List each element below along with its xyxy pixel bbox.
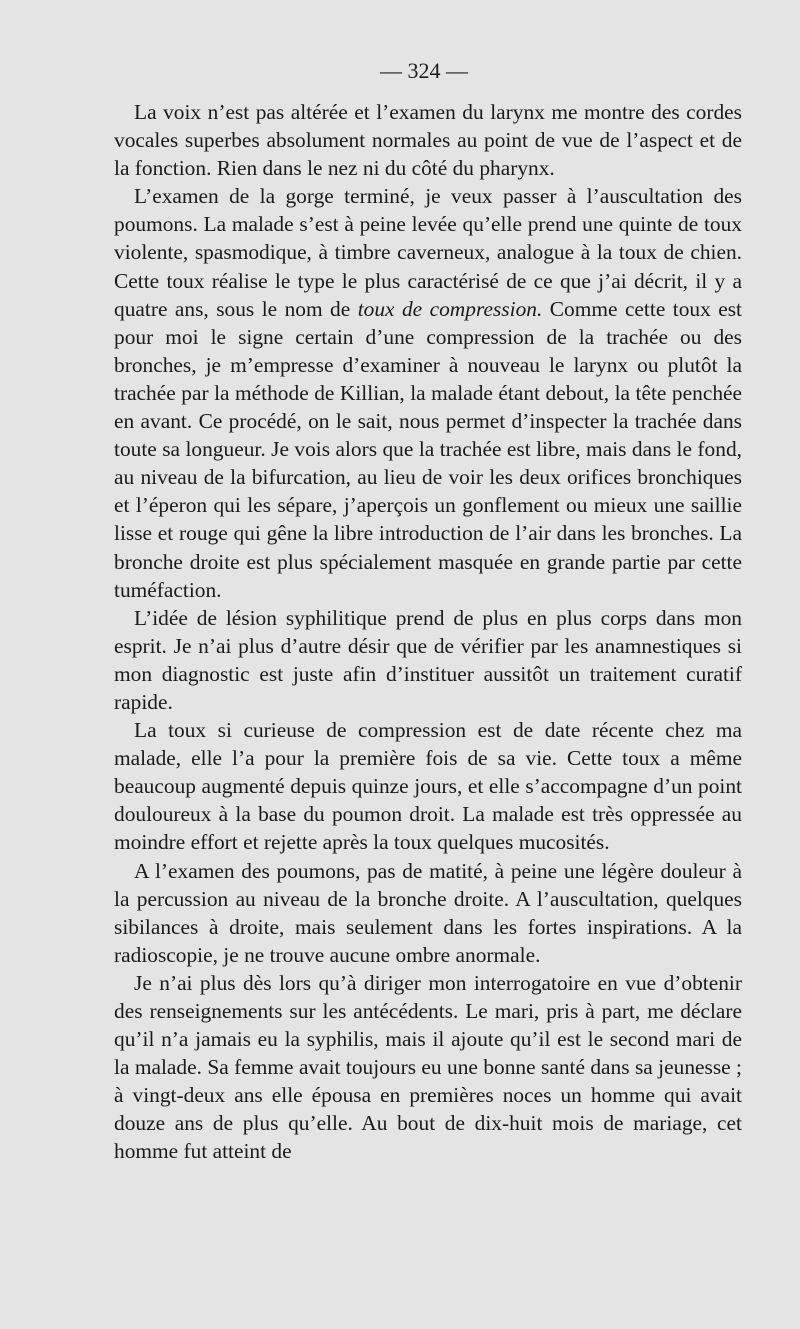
page-number: — 324 — (380, 58, 468, 83)
paragraph-3: L’idée de lésion syphilitique prend de plus en plus corps dans mon esprit. Je n’ai plus d’autre désir que de vérifier par les anamnestiques si mon diagnostic est juste afin d’instituer aussitôt un traitement curatif rapide. (114, 605, 742, 714)
body-text (114, 98, 742, 1166)
paragraph-1: La voix n’est pas altérée et l’examen du larynx me montre des cordes vocales superbes absolument normales au point de vue de l’aspect et de la fonction. Rien dans le nez ni du côté du pharynx. (114, 100, 742, 181)
paragraph-2-italic-term: toux de compression. (357, 296, 543, 321)
paragraph-5: A l’examen des poumons, pas de matité, à peine une légère douleur à la percussion au niveau de la bronche droite. A l’auscultation, quelques sibilances à droite, mais seulement dans les fortes inspirations. A la radioscopie, je ne trouve aucune ombre anormale. (114, 858, 742, 967)
paragraph-4: La toux si curieuse de compression est de date récente chez ma malade, elle l’a pour la première fois de sa vie. Cette toux a même beaucoup augmenté depuis quinze jours, et elle s’accompagne d’un point douloureux à la base du poumon droit. La malade est très oppressée au moindre effort et rejette après la toux quelques mucosités. (114, 718, 742, 855)
paragraph-2-text-start: L’examen de la gorge terminé, je veux passer à l’auscultation des poumons. La malade s’est à peine levée qu’elle prend une quinte de toux violente, spasmodique, à timbre caverneux, analogue à la toux de chien. Cette toux réalise le type le plus caractérisé de ce que j’ai décrit, il y a quatre ans, sous le nom de (114, 184, 742, 321)
paragraph-6: Je n’ai plus dès lors qu’à diriger mon interrogatoire en vue d’obtenir des renseignements sur les antécédents. Le mari, pris à part, me déclare qu’il n’a jamais eu la syphilis, mais il ajoute qu’il est le second mari de la malade. Sa femme avait toujours eu une bonne santé dans sa jeunesse ; à vingt-deux ans elle épousa en premières noces un homme qui avait douze ans de plus qu’elle. Au bout de dix-huit mois de mariage, cet homme fut atteint de (114, 970, 742, 1164)
paragraph-2-text-end: Comme cette toux est pour moi le signe certain d’une compression de la trachée ou des bronches, je m’empresse d’examiner à nouveau le larynx ou plutôt la trachée par la méthode de Killian, la malade étant debout, la tête penchée en avant. Ce procédé, on le sait, nous permet d’inspecter la trachée dans toute sa longueur. Je vois alors que la trachée est libre, mais dans le fond, au niveau de la bifurcation, au lieu de voir les deux orifices bronchiques et l’éperon qui les sépare, j’aperçois un gonflement ou mieux une saillie lisse et rouge qui gêne la libre introduction de l’air dans les bronches. La bronche droite est plus spécialement masquée en grande partie par cette tuméfaction. (114, 296, 742, 602)
paragraph-2 (114, 182, 742, 603)
